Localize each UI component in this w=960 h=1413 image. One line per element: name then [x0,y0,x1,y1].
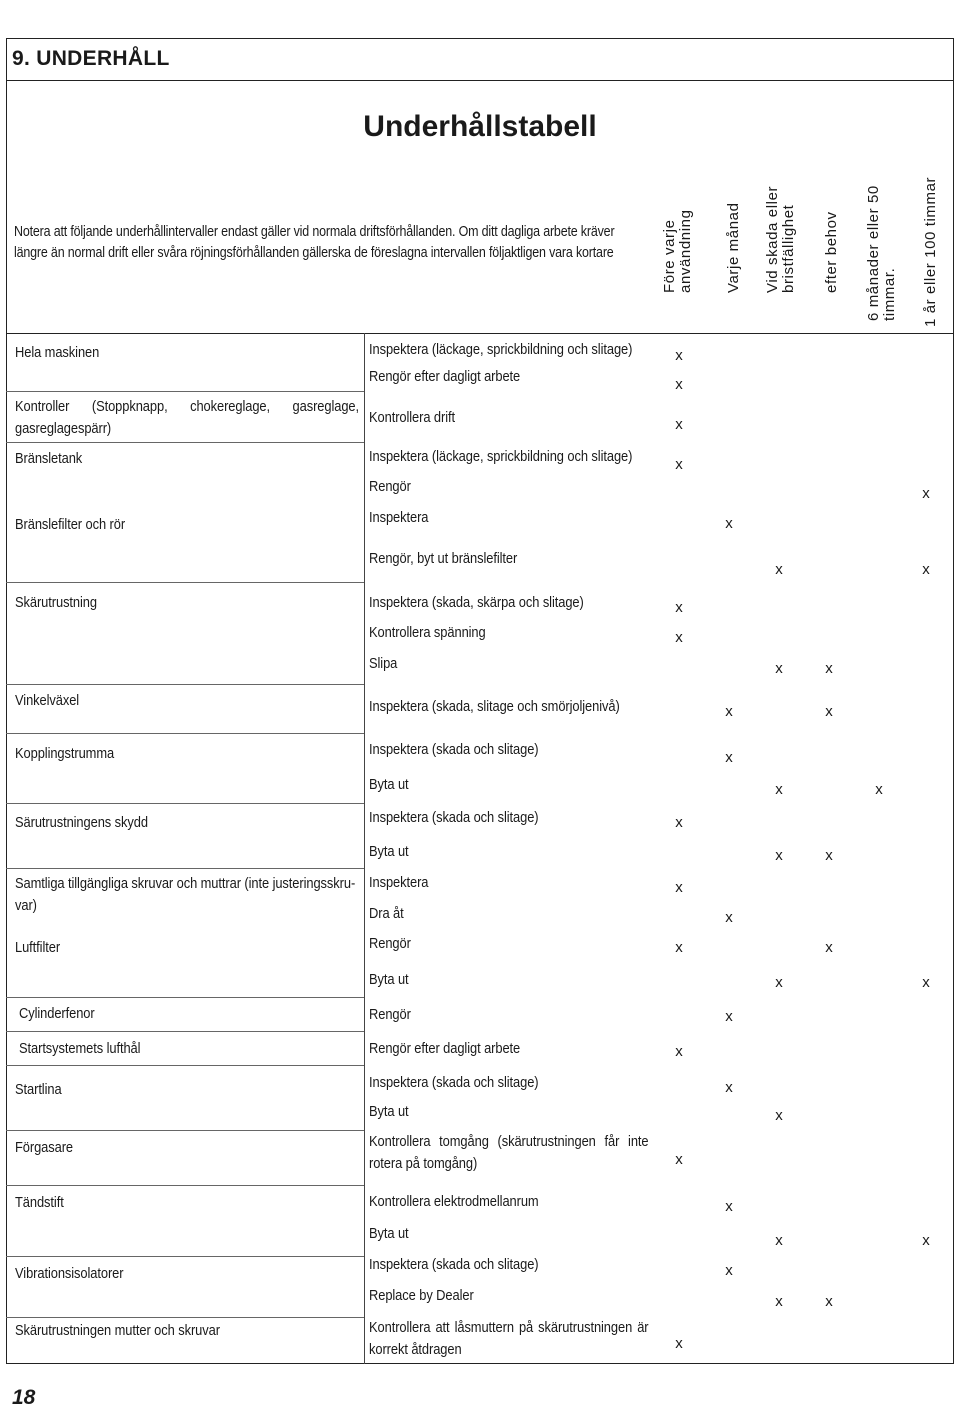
interval-mark: x [725,1262,733,1279]
category-label: Särutrustningens skydd [15,814,148,831]
category-label: Bränslefilter och rör [15,516,126,533]
action-label: Kontrollera drift [369,409,456,426]
column-header [726,202,742,293]
action-label: Inspektera [369,509,429,526]
category-label: Cylinderfenor [19,1005,95,1022]
category-label: Kopplingstrumma [15,745,115,762]
interval-mark: x [675,1043,683,1060]
category-label: Startlina [15,1081,62,1098]
interval-mark: x [922,1232,930,1249]
interval-mark: x [825,660,833,677]
interval-mark: x [725,909,733,926]
column-header-line: användning [677,209,694,293]
action-label: Kontrollera spänning [369,624,486,641]
interval-mark: x [922,974,930,991]
action-label: Kontrollera elektrodmellanrum [369,1193,539,1210]
row-divider [6,1256,364,1257]
intro-line: längre än normal drift eller svåra röjningsförhållanden gällerska de föreslagna intervallen följaktligen vara kortare [14,245,614,261]
interval-mark: x [922,561,930,578]
interval-mark: x [825,703,833,720]
interval-mark: x [675,939,683,956]
interval-mark: x [775,974,783,991]
category-label: Kontroller (Stoppknapp, chokereglage, gasreglage, gasreglagespärr) [15,398,359,437]
row-divider [6,997,364,998]
interval-mark: x [775,660,783,677]
action-label: Inspektera (skada och slitage) [369,1256,539,1273]
action-label: Slipa [369,655,398,672]
action-label: Inspektera (skada och slitage) [369,809,539,826]
interval-mark: x [775,1232,783,1249]
interval-mark: x [775,561,783,578]
table-title: Underhållstabell [363,110,597,143]
column-header-line: 6 månader eller 50 [865,185,882,321]
interval-mark: x [825,939,833,956]
action-label: Rengör [369,1006,411,1023]
interval-mark: x [725,1198,733,1215]
column-header [923,177,939,327]
interval-mark: x [725,515,733,532]
column-header [824,211,840,293]
row-divider [6,1317,364,1318]
action-label: Inspektera (skada och slitage) [369,1074,539,1091]
column-header-line: efter behov [823,211,840,293]
section-title: 9. UNDERHÅLL [12,47,170,70]
action-label: Kontrollera att låsmuttern på skärutrustningen är korrekt åtdragen [369,1319,649,1358]
interval-mark: x [675,376,683,393]
interval-mark: x [825,1293,833,1310]
category-label: Tändstift [15,1194,64,1211]
category-label: Skärutrustningen mutter och skruvar [15,1322,220,1339]
column-header [662,209,694,293]
row-divider [6,684,364,685]
interval-mark: x [725,703,733,720]
action-label: Rengör efter dagligt arbete [369,1040,521,1057]
action-label: Byta ut [369,1225,409,1242]
column-header-line: timmar. [881,267,898,321]
category-label: Hela maskinen [15,344,100,361]
column-header-line: Före varje [661,219,678,293]
row-divider [6,733,364,734]
category-label: Samtliga tillgängliga skruvar och muttrar (inte justeringsskru-var) [15,875,356,914]
interval-mark: x [775,781,783,798]
column-header [765,186,797,293]
interval-mark: x [725,749,733,766]
action-label: Replace by Dealer [369,1287,474,1304]
interval-mark: x [675,629,683,646]
action-label: Byta ut [369,1103,409,1120]
interval-mark: x [725,1079,733,1096]
row-divider [6,582,364,583]
row-divider [6,442,364,443]
interval-mark: x [775,1107,783,1124]
page-number: 18 [12,1386,36,1409]
action-label: Dra åt [369,905,404,922]
action-label: Rengör efter dagligt arbete [369,368,521,385]
column-header-line: 1 år eller 100 timmar [922,176,939,327]
action-label: Inspektera (läckage, sprickbildning och slitage) [369,448,633,465]
interval-mark: x [675,814,683,831]
category-label: Skärutrustning [15,594,97,611]
action-label: Byta ut [369,971,409,988]
interval-mark: x [675,1335,683,1352]
intro-note [14,222,615,264]
row-divider [6,391,364,392]
action-label: Inspektera (skada, slitage och smörjoljenivå) [369,698,620,715]
category-label: Bränsletank [15,450,83,467]
row-divider [6,1130,364,1131]
category-label: Luftfilter [15,939,61,956]
column-header [866,185,898,321]
interval-mark: x [825,847,833,864]
action-label: Rengör, byt ut bränslefilter [369,550,518,567]
action-label: Rengör [369,935,411,952]
action-label: Inspektera (skada och slitage) [369,741,539,758]
action-label: Byta ut [369,776,409,793]
interval-mark: x [725,1008,733,1025]
interval-mark: x [875,781,883,798]
action-column-divider [364,333,365,1364]
action-label: Rengör [369,478,411,495]
column-header-line: bristfällighet [780,204,797,293]
interval-mark: x [675,1151,683,1168]
interval-mark: x [675,599,683,616]
category-label: Startsystemets lufthål [19,1040,141,1057]
row-divider [6,1031,364,1032]
interval-mark: x [775,847,783,864]
interval-mark: x [675,456,683,473]
action-label: Byta ut [369,843,409,860]
interval-mark: x [775,1293,783,1310]
interval-mark: x [675,347,683,364]
category-label: Vinkelväxel [15,692,80,709]
section-rule [6,80,954,81]
action-label: Inspektera (skada, skärpa och slitage) [369,594,584,611]
interval-mark: x [675,416,683,433]
column-header-line: Varje månad [725,202,742,293]
category-label: Förgasare [15,1139,74,1156]
intro-line: Notera att följande underhållintervaller endast gäller vid normala driftsförhållanden. Om ditt dagliga arbete kräver [14,224,615,240]
action-label: Inspektera (läckage, sprickbildning och slitage) [369,341,633,358]
row-divider [6,1065,364,1066]
action-label: Inspektera [369,874,429,891]
interval-mark: x [922,485,930,502]
row-divider [6,1185,364,1186]
category-label: Vibrationsisolatorer [15,1265,124,1282]
column-header-line: Vid skada eller [764,185,781,293]
action-label: Kontrollera tomgång (skärutrustningen får inte rotera på tomgång) [369,1133,649,1172]
row-divider [6,868,364,869]
header-rule [6,333,954,334]
row-divider [6,803,364,804]
interval-mark: x [675,879,683,896]
